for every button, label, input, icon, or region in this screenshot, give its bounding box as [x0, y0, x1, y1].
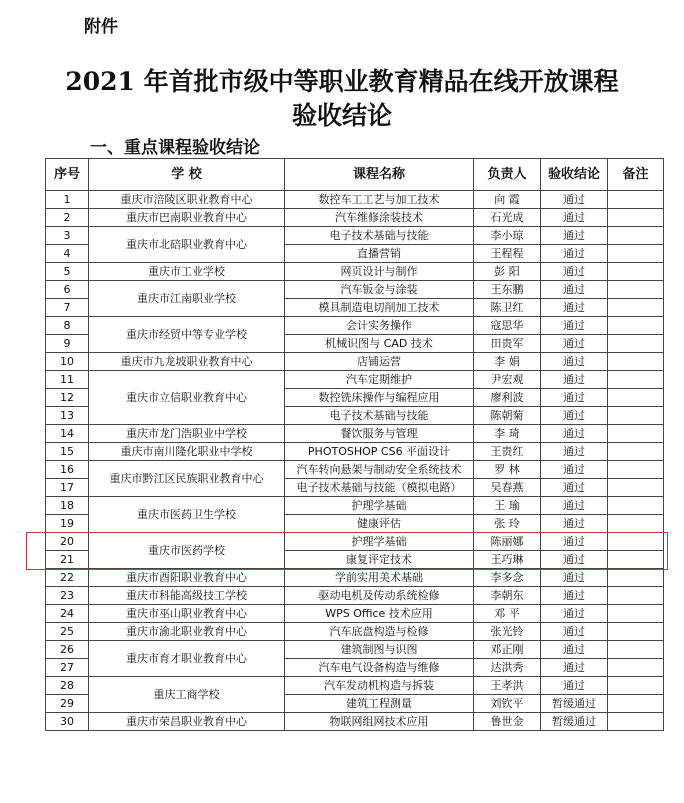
- cell-school: 重庆市巫山职业教育中心: [89, 605, 285, 623]
- cell-person: 王程程: [474, 245, 541, 263]
- cell-note: [608, 713, 664, 731]
- cell-course: 汽车底盘构造与检修: [285, 623, 474, 641]
- cell-result: 暂缓通过: [541, 695, 608, 713]
- table-row: [46, 263, 664, 281]
- cell-person: 鲁世金: [474, 713, 541, 731]
- cell-course: 电子技术基础与技能: [285, 227, 474, 245]
- cell-result: 通过: [541, 371, 608, 389]
- cell-number: 22: [46, 569, 89, 587]
- cell-result: 通过: [541, 335, 608, 353]
- cell-result: 通过: [541, 551, 608, 569]
- cell-course: 护理学基础: [285, 497, 474, 515]
- cell-number: 27: [46, 659, 89, 677]
- cell-note: [608, 461, 664, 479]
- cell-result: 通过: [541, 623, 608, 641]
- cell-person: 邓 平: [474, 605, 541, 623]
- table-header-row: [46, 159, 664, 191]
- cell-note: [608, 677, 664, 695]
- cell-course: 建筑制图与识图: [285, 641, 474, 659]
- cell-person: 邓正刚: [474, 641, 541, 659]
- cell-person: 张光铃: [474, 623, 541, 641]
- header-note: 备注: [608, 159, 664, 191]
- cell-note: [608, 389, 664, 407]
- cell-course: 网页设计与制作: [285, 263, 474, 281]
- cell-note: [608, 641, 664, 659]
- cell-course: 汽车定期维护: [285, 371, 474, 389]
- cell-result: 通过: [541, 605, 608, 623]
- cell-note: [608, 569, 664, 587]
- cell-person: 李小琼: [474, 227, 541, 245]
- cell-note: [608, 533, 664, 551]
- cell-course: 机械识图与 CAD 技术: [285, 335, 474, 353]
- table-row: [46, 209, 664, 227]
- cell-person: 李 琦: [474, 425, 541, 443]
- cell-note: [608, 659, 664, 677]
- cell-number: 6: [46, 281, 89, 299]
- cell-note: [608, 587, 664, 605]
- cell-person: 王东鹏: [474, 281, 541, 299]
- cell-note: [608, 515, 664, 533]
- table-row: [46, 281, 664, 299]
- cell-note: [608, 353, 664, 371]
- cell-person: 王 瑜: [474, 497, 541, 515]
- table-row: [46, 569, 664, 587]
- cell-course: 驱动电机及传动系统检修: [285, 587, 474, 605]
- cell-result: 通过: [541, 461, 608, 479]
- cell-result: 通过: [541, 191, 608, 209]
- attachment-label: 附件: [84, 17, 118, 37]
- table-row: [46, 533, 664, 551]
- cell-course: 模具制造电切削加工技术: [285, 299, 474, 317]
- cell-number: 12: [46, 389, 89, 407]
- cell-number: 26: [46, 641, 89, 659]
- cell-result: 通过: [541, 227, 608, 245]
- cell-course: PHOTOSHOP CS6 平面设计: [285, 443, 474, 461]
- cell-course: 物联网组网技术应用: [285, 713, 474, 731]
- cell-course: 汽车发动机构造与拆装: [285, 677, 474, 695]
- cell-course: 建筑工程测量: [285, 695, 474, 713]
- cell-result: 通过: [541, 443, 608, 461]
- table-row: [46, 605, 664, 623]
- header-person: 负责人: [474, 159, 541, 191]
- cell-person: 陈朝菊: [474, 407, 541, 425]
- cell-course: 汽车钣金与涂装: [285, 281, 474, 299]
- table-row: [46, 425, 664, 443]
- cell-school: 重庆市巴南职业教育中心: [89, 209, 285, 227]
- cell-result: 通过: [541, 569, 608, 587]
- cell-person: 达洪秀: [474, 659, 541, 677]
- cell-number: 7: [46, 299, 89, 317]
- cell-school: 重庆市荣昌职业教育中心: [89, 713, 285, 731]
- cell-number: 13: [46, 407, 89, 425]
- cell-number: 25: [46, 623, 89, 641]
- table-row: [46, 677, 664, 695]
- cell-number: 5: [46, 263, 89, 281]
- cell-school: 重庆市医药学校: [89, 533, 285, 569]
- cell-course: 电子技术基础与技能（模拟电路）: [285, 479, 474, 497]
- cell-school: 重庆市黔江区民族职业教育中心: [89, 461, 285, 497]
- cell-course: 数控车工工艺与加工技术: [285, 191, 474, 209]
- cell-course: 汽车维修涂装技术: [285, 209, 474, 227]
- cell-person: 尹宏观: [474, 371, 541, 389]
- cell-number: 20: [46, 533, 89, 551]
- cell-number: 9: [46, 335, 89, 353]
- cell-result: 通过: [541, 407, 608, 425]
- cell-result: 通过: [541, 389, 608, 407]
- cell-number: 4: [46, 245, 89, 263]
- cell-school: 重庆市渝北职业教育中心: [89, 623, 285, 641]
- cell-school: 重庆市经贸中等专业学校: [89, 317, 285, 353]
- cell-course: WPS Office 技术应用: [285, 605, 474, 623]
- cell-person: 王巧琳: [474, 551, 541, 569]
- cell-result: 通过: [541, 659, 608, 677]
- cell-school: 重庆市育才职业教育中心: [89, 641, 285, 677]
- cell-result: 通过: [541, 353, 608, 371]
- cell-person: 寇思华: [474, 317, 541, 335]
- table-row: [46, 191, 664, 209]
- cell-school: 重庆市九龙坡职业教育中心: [89, 353, 285, 371]
- cell-number: 29: [46, 695, 89, 713]
- cell-note: [608, 695, 664, 713]
- cell-course: 汽车电气设备构造与维修: [285, 659, 474, 677]
- cell-result: 通过: [541, 263, 608, 281]
- cell-course: 护理学基础: [285, 533, 474, 551]
- cell-result: 通过: [541, 587, 608, 605]
- cell-course: 数控铣床操作与编程应用: [285, 389, 474, 407]
- cell-person: 石光成: [474, 209, 541, 227]
- cell-number: 21: [46, 551, 89, 569]
- cell-number: 15: [46, 443, 89, 461]
- cell-result: 通过: [541, 281, 608, 299]
- cell-result: 通过: [541, 317, 608, 335]
- cell-number: 18: [46, 497, 89, 515]
- cell-number: 24: [46, 605, 89, 623]
- cell-note: [608, 497, 664, 515]
- cell-person: 向 霞: [474, 191, 541, 209]
- cell-note: [608, 605, 664, 623]
- cell-person: 廖利波: [474, 389, 541, 407]
- cell-course: 汽车转向悬架与制动安全系统技术: [285, 461, 474, 479]
- cell-note: [608, 281, 664, 299]
- cell-school: 重庆市南川隆化职业中学校: [89, 443, 285, 461]
- cell-number: 28: [46, 677, 89, 695]
- cell-note: [608, 227, 664, 245]
- cell-result: 通过: [541, 677, 608, 695]
- cell-note: [608, 443, 664, 461]
- cell-note: [608, 209, 664, 227]
- cell-school: 重庆市龙门浩职业中学校: [89, 425, 285, 443]
- cell-result: 通过: [541, 425, 608, 443]
- cell-course: 康复评定技术: [285, 551, 474, 569]
- cell-result: 通过: [541, 479, 608, 497]
- table-row: [46, 623, 664, 641]
- cell-person: 陈丽娜: [474, 533, 541, 551]
- document-title-line2: 验收结论: [291, 101, 392, 130]
- cell-school: 重庆工商学校: [89, 677, 285, 713]
- cell-school: 重庆市医药卫生学校: [89, 497, 285, 533]
- table-row: [46, 713, 664, 731]
- cell-course: 餐饮服务与管理: [285, 425, 474, 443]
- header-course: 课程名称: [285, 159, 474, 191]
- cell-note: [608, 407, 664, 425]
- cell-result: 通过: [541, 533, 608, 551]
- cell-course: 电子技术基础与技能: [285, 407, 474, 425]
- cell-note: [608, 371, 664, 389]
- table-row: [46, 443, 664, 461]
- cell-result: 通过: [541, 515, 608, 533]
- cell-note: [608, 479, 664, 497]
- cell-result: 暂缓通过: [541, 713, 608, 731]
- course-result-table: [45, 158, 664, 731]
- cell-note: [608, 335, 664, 353]
- cell-school: 重庆市涪陵区职业教育中心: [89, 191, 285, 209]
- cell-course: 健康评估: [285, 515, 474, 533]
- cell-number: 2: [46, 209, 89, 227]
- cell-number: 19: [46, 515, 89, 533]
- cell-result: 通过: [541, 641, 608, 659]
- cell-number: 30: [46, 713, 89, 731]
- cell-school: 重庆市立信职业教育中心: [89, 371, 285, 425]
- table-row: [46, 317, 664, 335]
- cell-number: 17: [46, 479, 89, 497]
- cell-number: 10: [46, 353, 89, 371]
- cell-person: 王孝洪: [474, 677, 541, 695]
- header-result: 验收结论: [541, 159, 608, 191]
- table-row: [46, 461, 664, 479]
- cell-person: 吴春燕: [474, 479, 541, 497]
- cell-note: [608, 425, 664, 443]
- cell-note: [608, 263, 664, 281]
- cell-person: 李朝东: [474, 587, 541, 605]
- cell-person: 刘钦平: [474, 695, 541, 713]
- cell-result: 通过: [541, 209, 608, 227]
- cell-note: [608, 551, 664, 569]
- cell-note: [608, 623, 664, 641]
- cell-school: 重庆市江南职业学校: [89, 281, 285, 317]
- document-title-line1: 2021 年首批市级中等职业教育精品在线开放课程: [65, 67, 619, 96]
- cell-result: 通过: [541, 245, 608, 263]
- cell-number: 8: [46, 317, 89, 335]
- header-number: 序号: [46, 159, 89, 191]
- cell-number: 16: [46, 461, 89, 479]
- table-body: [46, 191, 664, 731]
- cell-result: 通过: [541, 299, 608, 317]
- cell-person: 罗 林: [474, 461, 541, 479]
- cell-person: 王贵红: [474, 443, 541, 461]
- table-row: [46, 353, 664, 371]
- cell-person: 彭 阳: [474, 263, 541, 281]
- cell-number: 11: [46, 371, 89, 389]
- cell-note: [608, 299, 664, 317]
- cell-person: 田贵军: [474, 335, 541, 353]
- cell-number: 23: [46, 587, 89, 605]
- cell-school: 重庆市科能高级技工学校: [89, 587, 285, 605]
- cell-person: 陈卫红: [474, 299, 541, 317]
- cell-course: 直播营销: [285, 245, 474, 263]
- cell-note: [608, 191, 664, 209]
- header-school: 学 校: [89, 159, 285, 191]
- table-row: [46, 227, 664, 245]
- cell-result: 通过: [541, 497, 608, 515]
- cell-school: 重庆市北碚职业教育中心: [89, 227, 285, 263]
- cell-person: 李 娟: [474, 353, 541, 371]
- cell-person: 李多念: [474, 569, 541, 587]
- cell-number: 1: [46, 191, 89, 209]
- section-title: 一、重点课程验收结论: [90, 138, 260, 158]
- cell-school: 重庆市酉阳职业教育中心: [89, 569, 285, 587]
- table-row: [46, 371, 664, 389]
- cell-course: 会计实务操作: [285, 317, 474, 335]
- cell-course: 店铺运营: [285, 353, 474, 371]
- cell-note: [608, 245, 664, 263]
- cell-number: 14: [46, 425, 89, 443]
- cell-note: [608, 317, 664, 335]
- cell-school: 重庆市工业学校: [89, 263, 285, 281]
- cell-person: 张 玲: [474, 515, 541, 533]
- table-row: [46, 497, 664, 515]
- cell-number: 3: [46, 227, 89, 245]
- table-row: [46, 587, 664, 605]
- cell-course: 学前实用美术基础: [285, 569, 474, 587]
- table-row: [46, 641, 664, 659]
